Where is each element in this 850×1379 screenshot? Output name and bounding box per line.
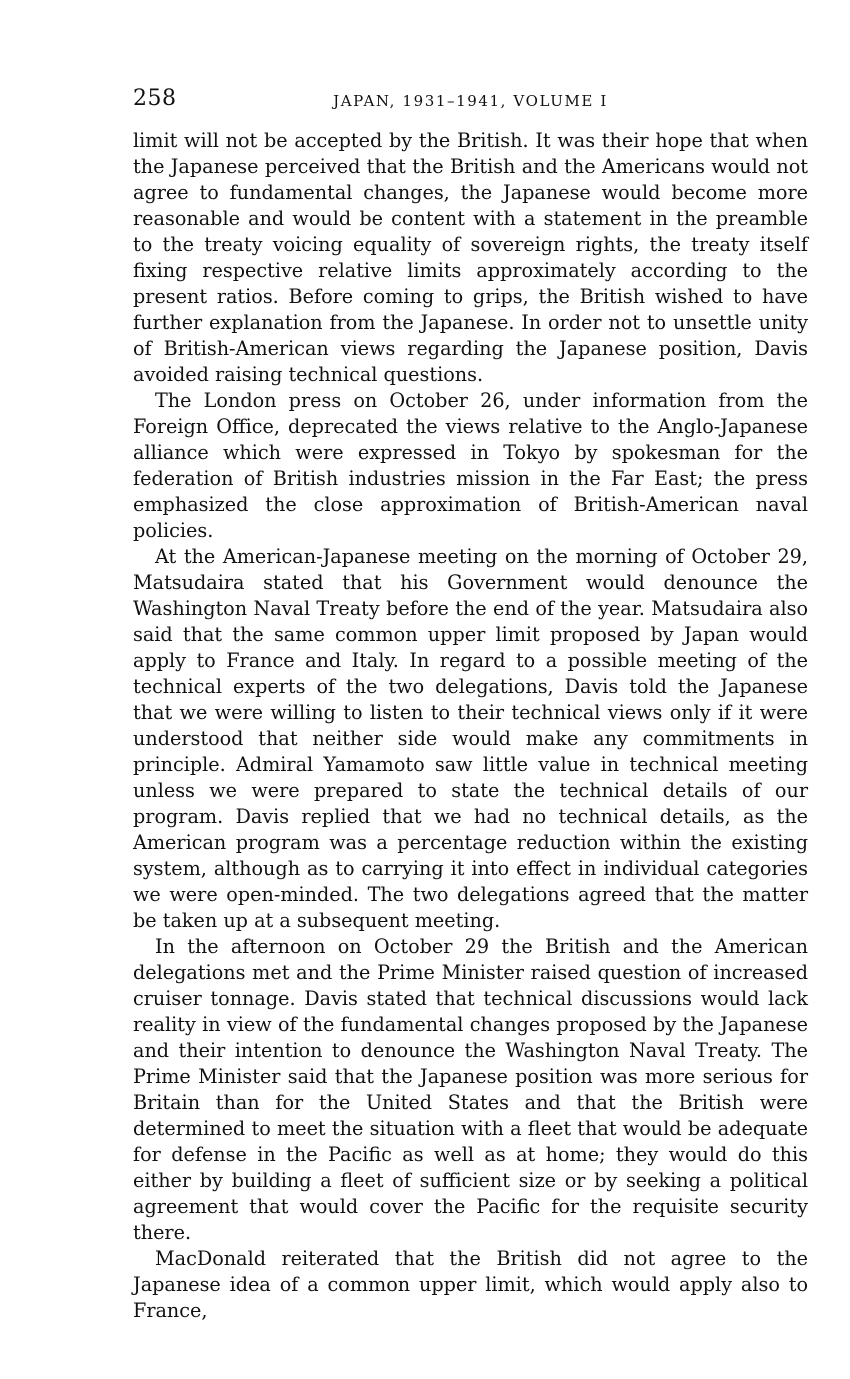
running-head <box>133 86 808 116</box>
paragraph-continued: limit will not be accepted by the British. It was their hope that when the Japanese perceived that the British and the Americans would not agree to fundamental changes, the Japanese would become more reasonable and would be content with a statement in the preamble to the treaty voicing equality of sovereign rights, the treaty itself fixing respective relative limits approximately according to the present ratios. Before coming to grips, the British wished to have further explanation from the Japanese. In order not to unsettle unity of British-American views regarding the Japanese position, Davis avoided raising technical questions. <box>133 129 808 386</box>
page-number: 258 <box>133 86 177 111</box>
body-text <box>133 128 808 1324</box>
paragraph-american-japanese-meeting: At the American-Japanese meeting on the morning of October 29, Matsudaira stated that his Government would denounce the Washington Naval Treaty before the end of the year. Matsudaira also said that the same common upper limit proposed by Japan would apply to France and Italy. In regard to a possible meeting of the technical experts of the two delegations, Davis told the Japanese that we were willing to listen to their technical views only if it were understood that neither side would make any commitments in principle. Admiral Yamamoto saw little value in technical meeting unless we were prepared to state the technical details of our program. Davis replied that we had no technical details, as the American program was a percentage reduction within the existing system, although as to carrying it into effect in individual categories we were open-minded. The two delegations agreed that the matter be taken up at a subsequent meeting. <box>133 545 808 932</box>
paragraph-london-press: The London press on October 26, under information from the Foreign Office, deprecated the views relative to the Anglo-Japanese alliance which were expressed in Tokyo by spokesman for the federation of British industries mission in the Far East; the press emphasized the close approximation of British-American naval policies. <box>133 389 808 542</box>
running-title: JAPAN, 1931–1941, VOLUME I <box>333 92 608 110</box>
paragraph-macdonald: MacDonald reiterated that the British did not agree to the Japanese idea of a common upper limit, which would apply also to France, <box>133 1247 808 1322</box>
paragraph-british-american-meeting: In the afternoon on October 29 the British and the American delegations met and the Prime Minister raised question of increased cruiser tonnage. Davis stated that technical discussions would lack reality in view of the fundamental changes proposed by the Japanese and their intention to denounce the Washington Naval Treaty. The Prime Minister said that the Japanese position was more serious for Britain than for the United States and that the British were determined to meet the situation with a fleet that would be adequate for defense in the Pacific as well as at home; they would do this either by building a fleet of sufficient size or by seeking a political agreement that would cover the Pacific for the requisite security there. <box>133 935 808 1244</box>
